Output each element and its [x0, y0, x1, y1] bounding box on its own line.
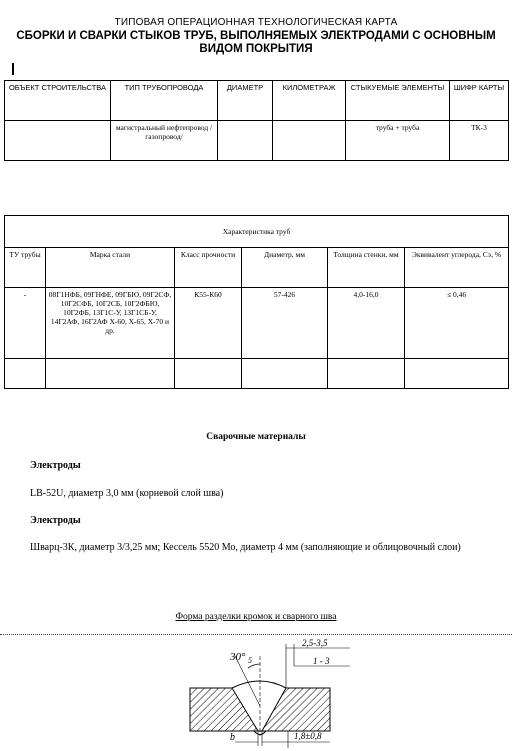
header-wall-thickness: Толщина стенки, мм	[328, 248, 405, 288]
cell-diameter	[218, 121, 273, 161]
angle-tolerance: 5	[248, 656, 252, 665]
cell-joined-elements: труба + труба	[346, 121, 450, 161]
dim-overlap: 1 - 3	[313, 656, 330, 666]
electrodes-label-1: Электроды	[30, 460, 81, 471]
header-km: КИЛОМЕТРАЖ	[273, 81, 346, 121]
dim-reinforcement: 2,5-3,5	[302, 638, 328, 648]
header-steel-grade: Марка стали	[46, 248, 175, 288]
electrodes-label-2: Электроды	[30, 515, 81, 526]
page-divider	[0, 634, 512, 635]
cell-card-code: ТК-3	[450, 121, 509, 161]
header-carbon-equivalent: Эквивалент углерода, Сэ, %	[405, 248, 509, 288]
empty-cell	[46, 359, 175, 389]
header-diameter: Диаметр, мм	[242, 248, 328, 288]
cell-strength-class: К55-К60	[175, 288, 242, 359]
text-cursor	[12, 63, 14, 75]
header-joined-elements: СТЫКУЕМЫЕ ЭЛЕМЕНТЫ	[346, 81, 450, 121]
header-strength-class: Класс прочности	[175, 248, 242, 288]
cell-carbon-equivalent: ≤ 0,46	[405, 288, 509, 359]
dim-gap-b: b	[230, 732, 235, 743]
electrodes-text-2: Шварц-3К, диаметр 3/3,25 мм; Кессель 5520 Мо, диаметр 4 мм (заполняющие и облицовочный слои)	[30, 542, 461, 553]
header-tu: ТУ трубы	[5, 248, 46, 288]
header-diameter: ДИАМЕТР	[218, 81, 273, 121]
empty-cell	[175, 359, 242, 389]
doc-title-line1: ТИПОВАЯ ОПЕРАЦИОННАЯ ТЕХНОЛОГИЧЕСКАЯ КАРТА	[114, 17, 398, 28]
pipe-characteristics-table	[4, 215, 509, 389]
cell-object	[5, 121, 111, 161]
empty-cell	[5, 359, 46, 389]
header-card-code: ШИФР КАРТЫ	[450, 81, 509, 121]
cell-wall-thickness: 4,0-16,0	[328, 288, 405, 359]
header-pipeline-type: ТИП ТРУБОПРОВОДА	[111, 81, 218, 121]
cell-steel-grade: 08Г1НФБ, 09ГНФЕ, 09ГБЮ, 09Г2СФ, 10Г2СФБ, 10Г2СБ, 10Г2ФБЮ, 10Г2ФБ, 13Г1С-У, 13Г1СБ-У, 14Г2АФ, 16Г2АФ Х-60, Х-65, Х-70 и др.	[46, 288, 175, 359]
welding-materials-heading: Сварочные материалы	[206, 432, 306, 442]
empty-cell	[242, 359, 328, 389]
empty-cell	[405, 359, 509, 389]
cell-diameter: 57-426	[242, 288, 328, 359]
pipe-table-title: Характеристика труб	[5, 216, 509, 248]
cell-km	[273, 121, 346, 161]
header-object: ОБЪЕКТ СТРОИТЕЛЬСТВА	[5, 81, 111, 121]
electrodes-text-1: LB-52U, диаметр 3,0 мм (корневой слой шва)	[30, 488, 224, 499]
cell-pipeline-type: магистральный нефтепровод /газопровод/	[111, 121, 218, 161]
angle-label: 30°	[230, 651, 246, 663]
weld-form-heading: Форма разделки кромок и сварного шва	[175, 612, 337, 622]
doc-title-line2: СБОРКИ И СВАРКИ СТЫКОВ ТРУБ, ВЫПОЛНЯЕМЫХ ЭЛЕКТРОДАМИ С ОСНОВНЫМ ВИДОМ ПОКРЫТИЯ	[16, 30, 496, 55]
weld-joint-diagram	[150, 636, 380, 751]
cell-tu: -	[5, 288, 46, 359]
object-table	[4, 80, 509, 161]
dim-root-face: 1,8±0,8	[294, 731, 322, 741]
empty-cell	[328, 359, 405, 389]
